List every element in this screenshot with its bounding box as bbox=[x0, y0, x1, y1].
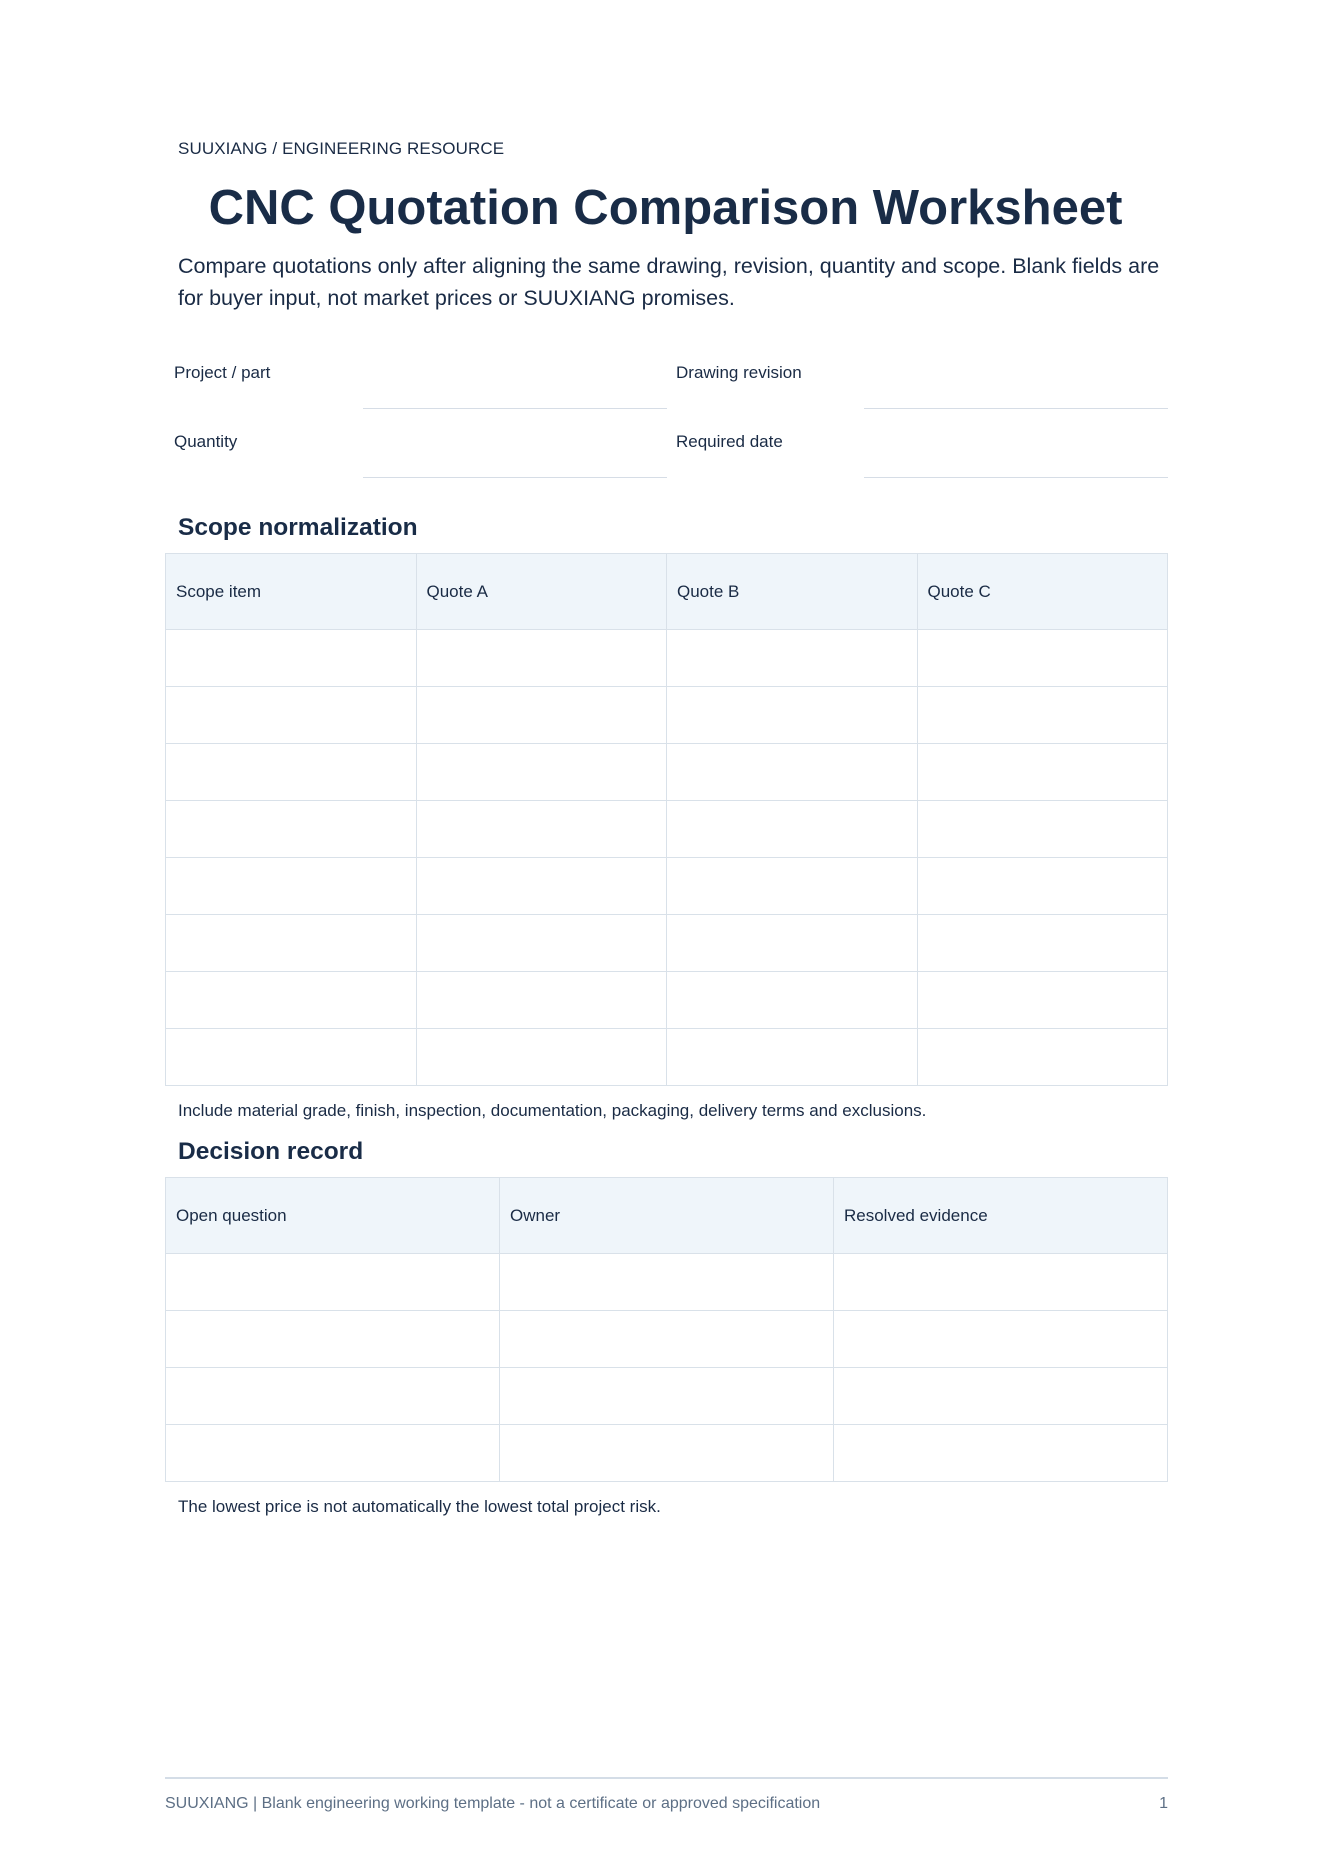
column-header-quote-a: Quote A bbox=[416, 554, 667, 630]
table-cell[interactable] bbox=[917, 687, 1168, 744]
footer-text: SUUXIANG | Blank engineering working template - not a certificate or approved specification bbox=[165, 1795, 821, 1812]
table-cell[interactable] bbox=[667, 744, 918, 801]
table-cell[interactable] bbox=[166, 972, 417, 1029]
decision-section-heading: Decision record bbox=[178, 1138, 364, 1165]
breadcrumb: SUUXIANG / ENGINEERING RESOURCE bbox=[178, 139, 505, 158]
project-part-field[interactable] bbox=[363, 408, 667, 409]
column-header-quote-b: Quote B bbox=[667, 554, 918, 630]
table-cell[interactable] bbox=[917, 801, 1168, 858]
table-cell[interactable] bbox=[834, 1254, 1168, 1311]
decision-record-table bbox=[165, 1177, 1168, 1482]
table-cell[interactable] bbox=[500, 1425, 834, 1482]
drawing-revision-label: Drawing revision bbox=[676, 363, 802, 382]
table-row bbox=[166, 1368, 1168, 1425]
table-row bbox=[166, 1029, 1168, 1086]
table-cell[interactable] bbox=[667, 687, 918, 744]
drawing-revision-field[interactable] bbox=[864, 408, 1168, 409]
table-cell[interactable] bbox=[667, 858, 918, 915]
table-cell[interactable] bbox=[416, 915, 667, 972]
table-cell[interactable] bbox=[917, 858, 1168, 915]
table-cell[interactable] bbox=[166, 1029, 417, 1086]
required-date-field[interactable] bbox=[864, 477, 1168, 478]
footer-divider bbox=[165, 1777, 1168, 1779]
table-row bbox=[166, 1254, 1168, 1311]
intro-paragraph: Compare quotations only after aligning the same drawing, revision, quantity and scope. Blank fields are for buyer input, not market prices or SUUXIANG promises. bbox=[178, 254, 1160, 310]
table-cell[interactable] bbox=[834, 1311, 1168, 1368]
decision-note: The lowest price is not automatically the lowest total project risk. bbox=[178, 1497, 661, 1516]
scope-section-heading: Scope normalization bbox=[178, 514, 418, 541]
table-row bbox=[166, 858, 1168, 915]
table-cell[interactable] bbox=[416, 687, 667, 744]
table-cell[interactable] bbox=[166, 630, 417, 687]
table-cell[interactable] bbox=[667, 630, 918, 687]
project-part-label: Project / part bbox=[174, 363, 271, 382]
table-header-row bbox=[166, 1178, 1168, 1254]
table-cell[interactable] bbox=[416, 630, 667, 687]
table-cell[interactable] bbox=[917, 744, 1168, 801]
table-cell[interactable] bbox=[667, 1029, 918, 1086]
table-cell[interactable] bbox=[416, 744, 667, 801]
table-cell[interactable] bbox=[917, 972, 1168, 1029]
table-cell[interactable] bbox=[416, 858, 667, 915]
table-cell[interactable] bbox=[500, 1311, 834, 1368]
scope-normalization-table bbox=[165, 553, 1168, 1086]
table-cell[interactable] bbox=[500, 1368, 834, 1425]
table-cell[interactable] bbox=[917, 1029, 1168, 1086]
table-cell[interactable] bbox=[166, 687, 417, 744]
table-row bbox=[166, 801, 1168, 858]
table-cell[interactable] bbox=[917, 915, 1168, 972]
table-cell[interactable] bbox=[166, 801, 417, 858]
table-cell[interactable] bbox=[166, 1311, 500, 1368]
table-row bbox=[166, 1425, 1168, 1482]
column-header-resolved-evidence: Resolved evidence bbox=[834, 1178, 1168, 1254]
table-row bbox=[166, 744, 1168, 801]
table-cell[interactable] bbox=[166, 1368, 500, 1425]
table-cell[interactable] bbox=[166, 915, 417, 972]
table-cell[interactable] bbox=[166, 858, 417, 915]
quantity-field[interactable] bbox=[363, 477, 667, 478]
column-header-owner: Owner bbox=[500, 1178, 834, 1254]
page-title: CNC Quotation Comparison Worksheet bbox=[208, 181, 1123, 235]
table-cell[interactable] bbox=[416, 972, 667, 1029]
table-row bbox=[166, 687, 1168, 744]
table-cell[interactable] bbox=[917, 630, 1168, 687]
column-header-quote-c: Quote C bbox=[917, 554, 1168, 630]
page-number: 1 bbox=[1159, 1795, 1168, 1812]
required-date-label: Required date bbox=[676, 432, 783, 451]
table-cell[interactable] bbox=[166, 1425, 500, 1482]
quantity-label: Quantity bbox=[174, 432, 238, 451]
table-cell[interactable] bbox=[500, 1254, 834, 1311]
table-row bbox=[166, 1311, 1168, 1368]
column-header-open-question: Open question bbox=[166, 1178, 500, 1254]
table-cell[interactable] bbox=[667, 972, 918, 1029]
table-cell[interactable] bbox=[834, 1425, 1168, 1482]
table-cell[interactable] bbox=[166, 1254, 500, 1311]
column-header-scope-item: Scope item bbox=[166, 554, 417, 630]
table-cell[interactable] bbox=[834, 1368, 1168, 1425]
scope-note: Include material grade, finish, inspection, documentation, packaging, delivery terms and exclusions. bbox=[178, 1101, 927, 1120]
table-row bbox=[166, 630, 1168, 687]
table-cell[interactable] bbox=[166, 744, 417, 801]
table-cell[interactable] bbox=[667, 801, 918, 858]
table-cell[interactable] bbox=[416, 1029, 667, 1086]
table-cell[interactable] bbox=[667, 915, 918, 972]
table-cell[interactable] bbox=[416, 801, 667, 858]
table-header-row bbox=[166, 554, 1168, 630]
table-row bbox=[166, 972, 1168, 1029]
table-row bbox=[166, 915, 1168, 972]
